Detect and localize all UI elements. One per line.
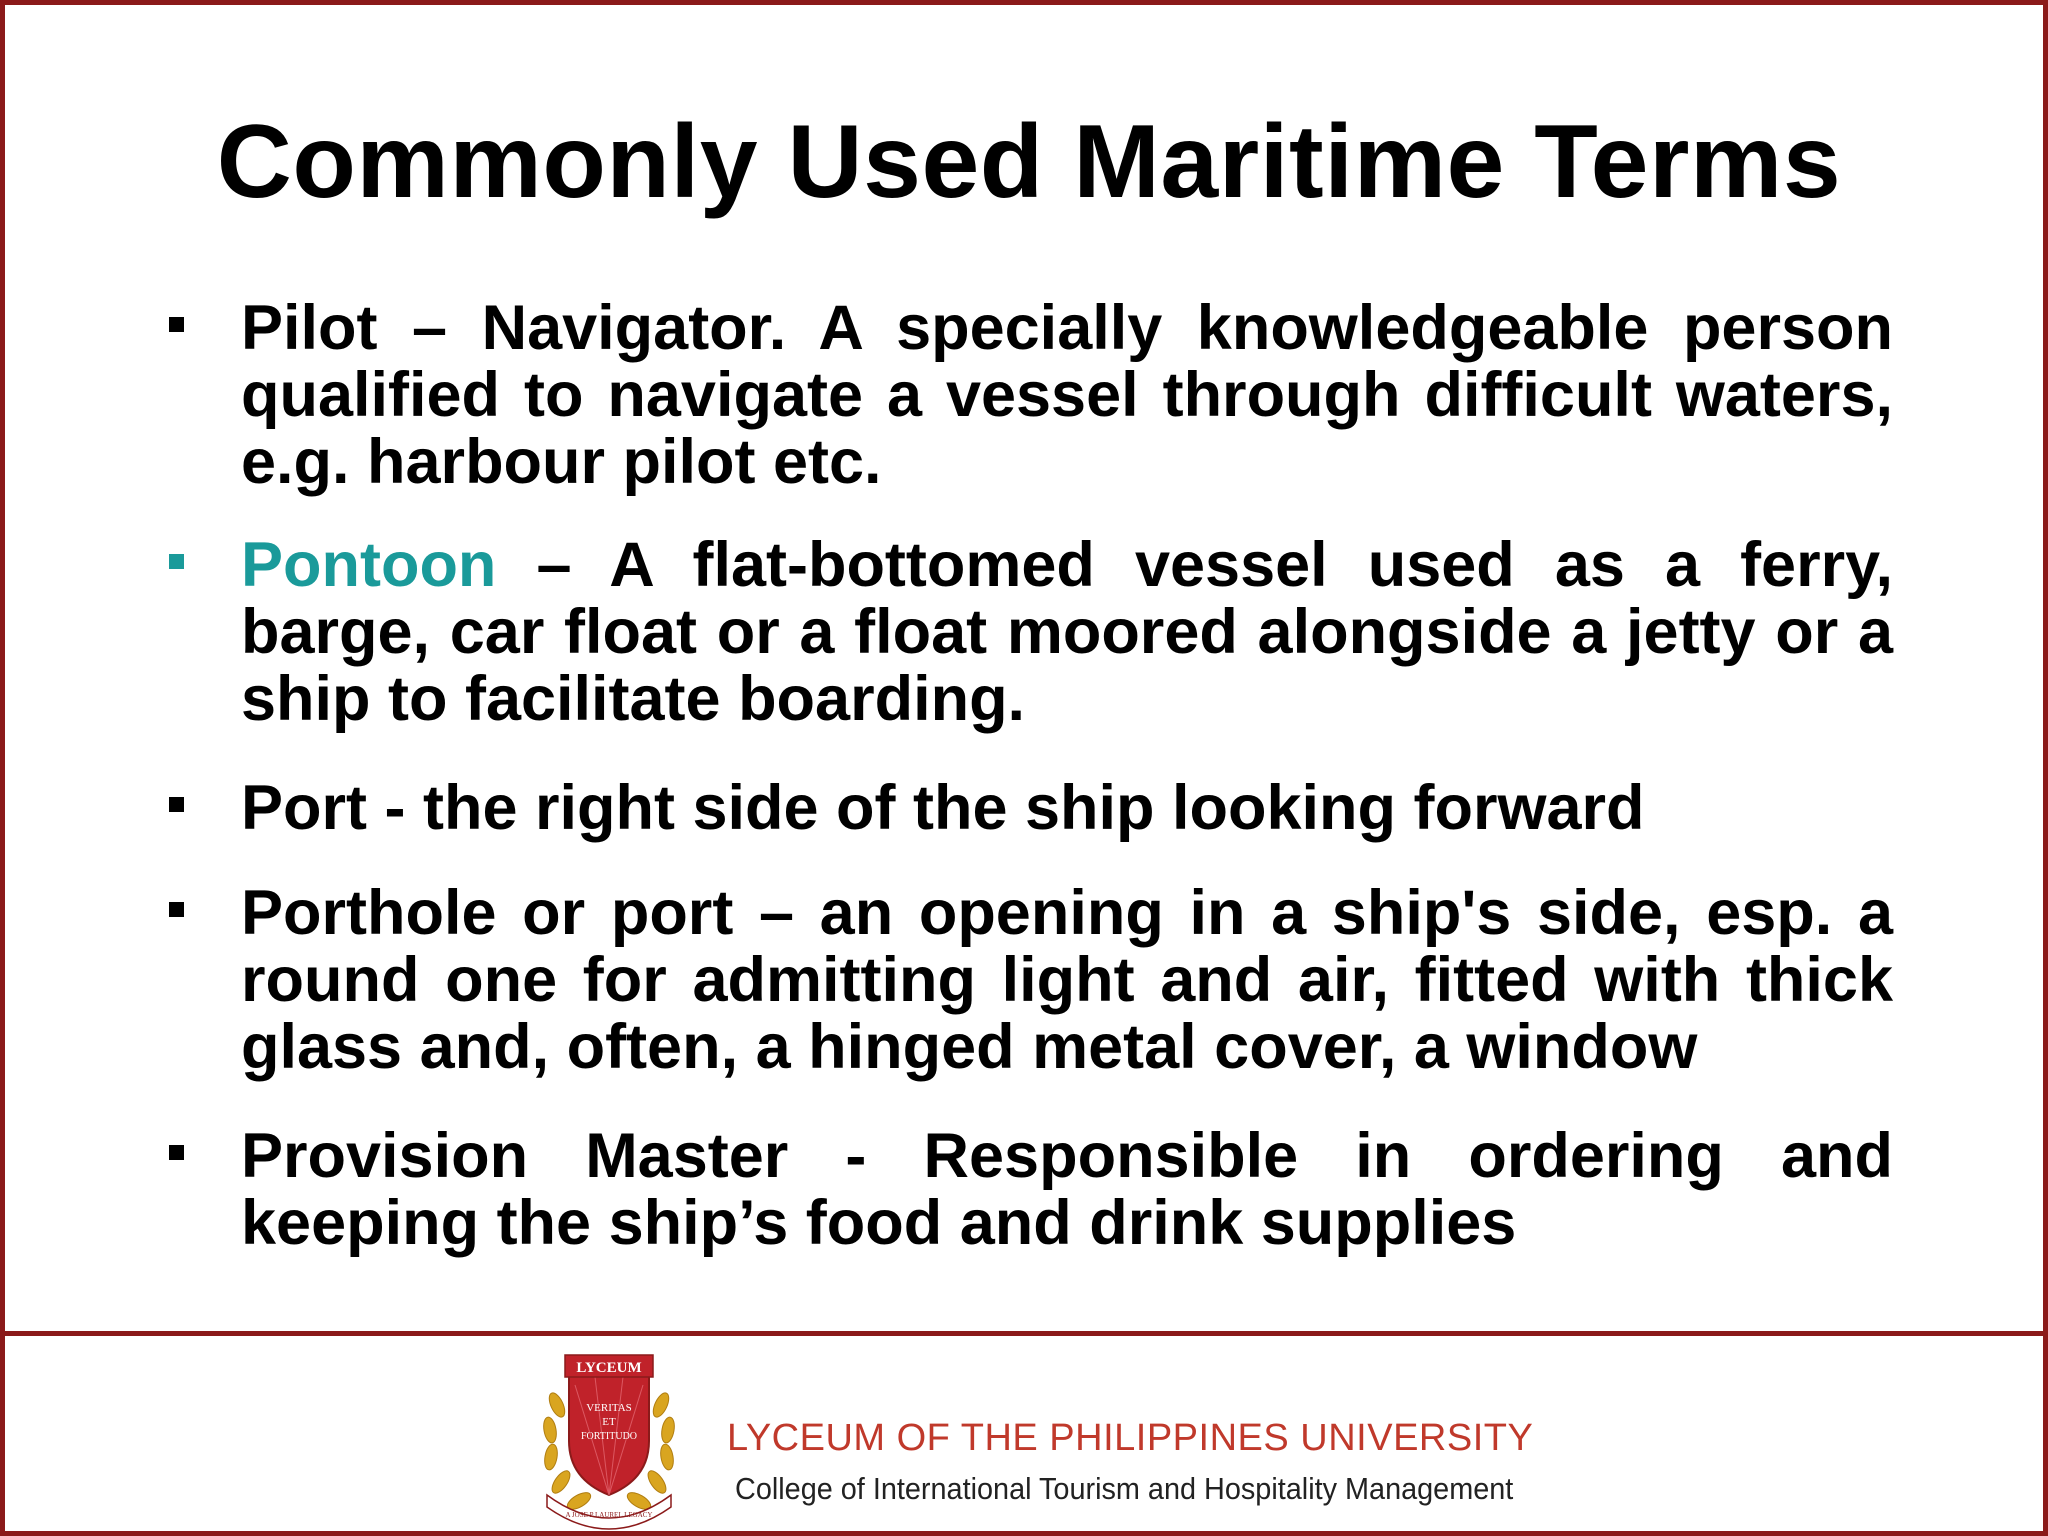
slide-title: Commonly Used Maritime Terms [216,104,1842,220]
logo-motto-3: FORTITUDO [580,1431,638,1442]
lyceum-crest-logo [535,1345,683,1533]
footer-divider [5,1331,2048,1336]
term-name: Pilot [241,293,378,363]
logo-top-text: LYCEUM [576,1360,642,1376]
term-name: Pontoon [241,530,497,600]
square-bullet-icon [169,317,184,332]
college-name: College of International Tourism and Hospitality Management [735,1471,1514,1506]
term-definition: - Responsible in ordering and keeping the ship’s food and drink supplies [241,1121,1893,1258]
term-name: Porthole or port [241,878,734,948]
terms-list [165,295,1893,1257]
term-name: Port [241,773,367,843]
term-definition: - the right side of the ship looking forward [367,773,1645,843]
logo-motto-2: ET [602,1416,616,1428]
term-item-pontoon [165,532,1893,733]
square-bullet-icon [169,797,184,812]
term-item-pilot [165,295,1893,496]
term-item-port [165,775,1893,842]
term-item-porthole [165,880,1893,1081]
term-name: Provision Master [241,1121,789,1191]
logo-motto-1: VERITAS [586,1402,632,1414]
logo-ribbon-text: A JOSE P LAUREL LEGACY [565,1511,653,1519]
university-name: LYCEUM OF THE PHILIPPINES UNIVERSITY [727,1417,1534,1459]
square-bullet-icon [169,902,184,917]
square-bullet-icon [169,554,184,569]
term-definition: – Navigator. A specially knowledgeable person qualified to navigate a vessel through difficult waters, e.g. harbour pilot etc. [241,293,1893,497]
term-definition: – an opening in a ship's side, esp. a round one for admitting light and air, fitted with thick glass and, often, a hinged metal cover, a window [241,878,1893,1082]
term-item-provision-master [165,1123,1893,1257]
term-definition: – A flat-bottomed vessel used as a ferry, barge, car float or a float moored alongside a jetty or a ship to facilitate boarding. [241,530,1893,734]
square-bullet-icon [169,1145,184,1160]
